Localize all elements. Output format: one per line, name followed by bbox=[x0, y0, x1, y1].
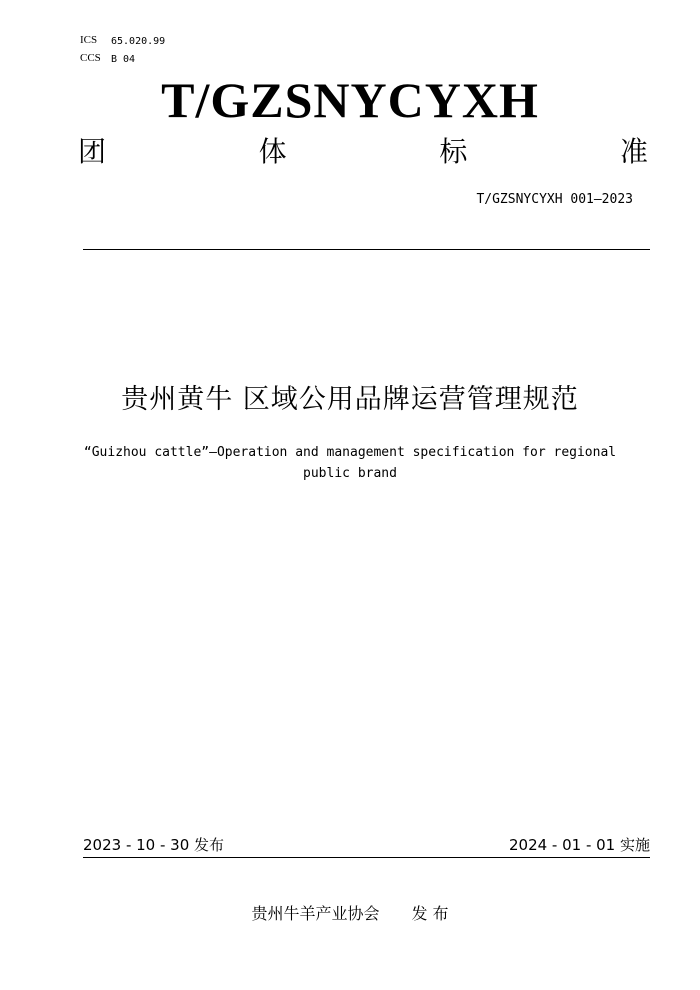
publish-date: 2023 - 10 - 30 发布 bbox=[83, 836, 225, 854]
ics-label: ICS bbox=[80, 34, 98, 46]
header-divider bbox=[83, 249, 650, 250]
standard-type-char: 标 bbox=[439, 135, 468, 168]
standard-type-char: 团 bbox=[78, 135, 107, 168]
issuer-line bbox=[0, 903, 700, 925]
standard-code-prefix: T/GZSNYCYXH bbox=[161, 72, 539, 128]
english-title-line: “Guizhou cattle”—Operation and management specification for regional bbox=[83, 445, 617, 460]
standard-type-char: 准 bbox=[619, 135, 648, 168]
standard-type-char: 体 bbox=[258, 135, 287, 168]
english-title-line: public brand bbox=[303, 466, 397, 481]
ics-code: 65.020.99 bbox=[111, 36, 166, 47]
footer-divider bbox=[83, 857, 650, 858]
ccs-code: B 04 bbox=[111, 54, 136, 65]
standard-type bbox=[78, 134, 648, 174]
issuer-name: 贵州牛羊产业协会 bbox=[251, 904, 380, 923]
issuer-action: 发 布 bbox=[411, 904, 449, 923]
ccs-label: CCS bbox=[80, 52, 101, 64]
english-title bbox=[60, 442, 640, 484]
standard-number: T/GZSNYCYXH 001—2023 bbox=[476, 192, 633, 207]
implement-date: 2024 - 01 - 01 实施 bbox=[508, 836, 650, 854]
document-title: 贵州黄牛 区域公用品牌运营管理规范 bbox=[121, 384, 579, 415]
